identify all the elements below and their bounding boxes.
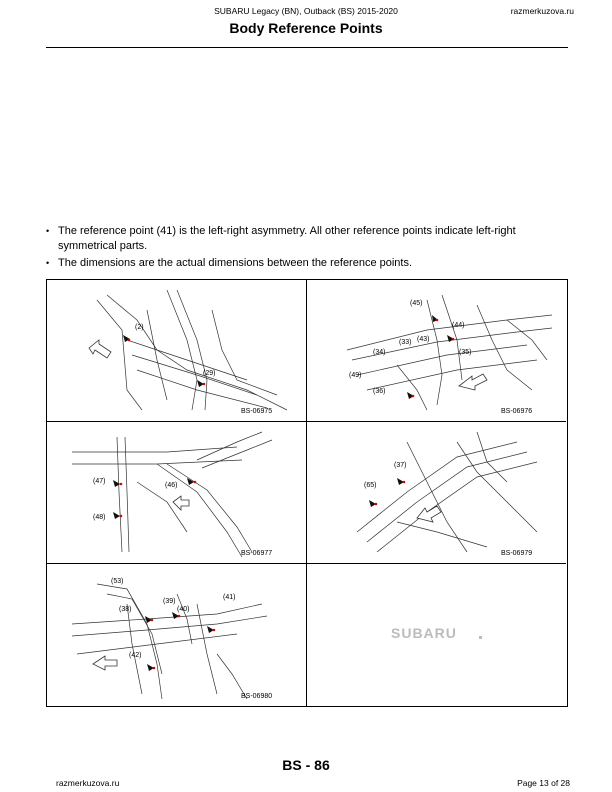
- running-header-site: razmerkuzova.ru: [510, 6, 574, 16]
- reference-label: (36): [373, 388, 386, 395]
- reference-label: (40): [177, 606, 190, 613]
- footer-page-of: Page 13 of 28: [517, 778, 570, 788]
- reference-label: (29): [203, 370, 216, 377]
- figure-2-drawing: [307, 280, 566, 421]
- reference-label: (65): [364, 482, 377, 489]
- reference-label: (35): [459, 349, 472, 356]
- note-text: The dimensions are the actual dimensions between the reference points.: [58, 257, 413, 269]
- figure-code: BS-06979: [501, 550, 533, 557]
- figure-cell-5: [47, 564, 307, 706]
- subaru-logo: SUBARU: [391, 625, 457, 641]
- note-item: [44, 256, 544, 271]
- note-text: The reference point (41) is the left-right asymmetry. All other reference points indicate left-right symmetrical parts.: [58, 225, 516, 252]
- logo-dot-icon: [479, 636, 482, 639]
- reference-label: (34): [373, 349, 386, 356]
- reference-label: (43): [417, 336, 430, 343]
- figure-3-drawing: [47, 422, 306, 563]
- reference-label: (41): [223, 594, 236, 601]
- reference-label: (33): [399, 339, 412, 346]
- figure-5-drawing: [47, 564, 306, 706]
- figure-code: BS-06977: [241, 550, 273, 557]
- figure-cell-6: [307, 564, 566, 706]
- figure-cell-1: [47, 280, 307, 422]
- reference-label: (2): [135, 324, 144, 331]
- figure-grid: [46, 279, 568, 707]
- notes-list: [44, 224, 544, 273]
- reference-label: (47): [93, 478, 106, 485]
- reference-label: (37): [394, 462, 407, 469]
- figure-1-drawing: [47, 280, 306, 421]
- reference-label: (53): [111, 578, 124, 585]
- figure-4-drawing: [307, 422, 566, 563]
- figure-code: BS-06975: [241, 408, 273, 415]
- title-rule: [46, 47, 568, 48]
- reference-label: (46): [165, 482, 178, 489]
- figure-cell-2: [307, 280, 566, 422]
- note-item: [44, 224, 544, 254]
- reference-label: (38): [119, 606, 132, 613]
- reference-label: (49): [349, 372, 362, 379]
- figure-code: BS-06980: [241, 693, 273, 700]
- figure-cell-3: [47, 422, 307, 564]
- reference-label: (39): [163, 598, 176, 605]
- figure-code: BS-06976: [501, 408, 533, 415]
- reference-label: (44): [452, 322, 465, 329]
- reference-label: (48): [93, 514, 106, 521]
- page-title: Body Reference Points: [229, 20, 383, 36]
- bullet-icon: •: [46, 226, 50, 236]
- bullet-icon: •: [46, 258, 50, 268]
- footer-site: razmerkuzova.ru: [56, 778, 120, 788]
- figure-cell-4: [307, 422, 566, 564]
- page-number: BS - 86: [282, 757, 330, 773]
- running-header-title: SUBARU Legacy (BN), Outback (BS) 2015-2020: [214, 6, 398, 16]
- reference-label: (45): [410, 300, 423, 307]
- reference-label: (42): [129, 652, 142, 659]
